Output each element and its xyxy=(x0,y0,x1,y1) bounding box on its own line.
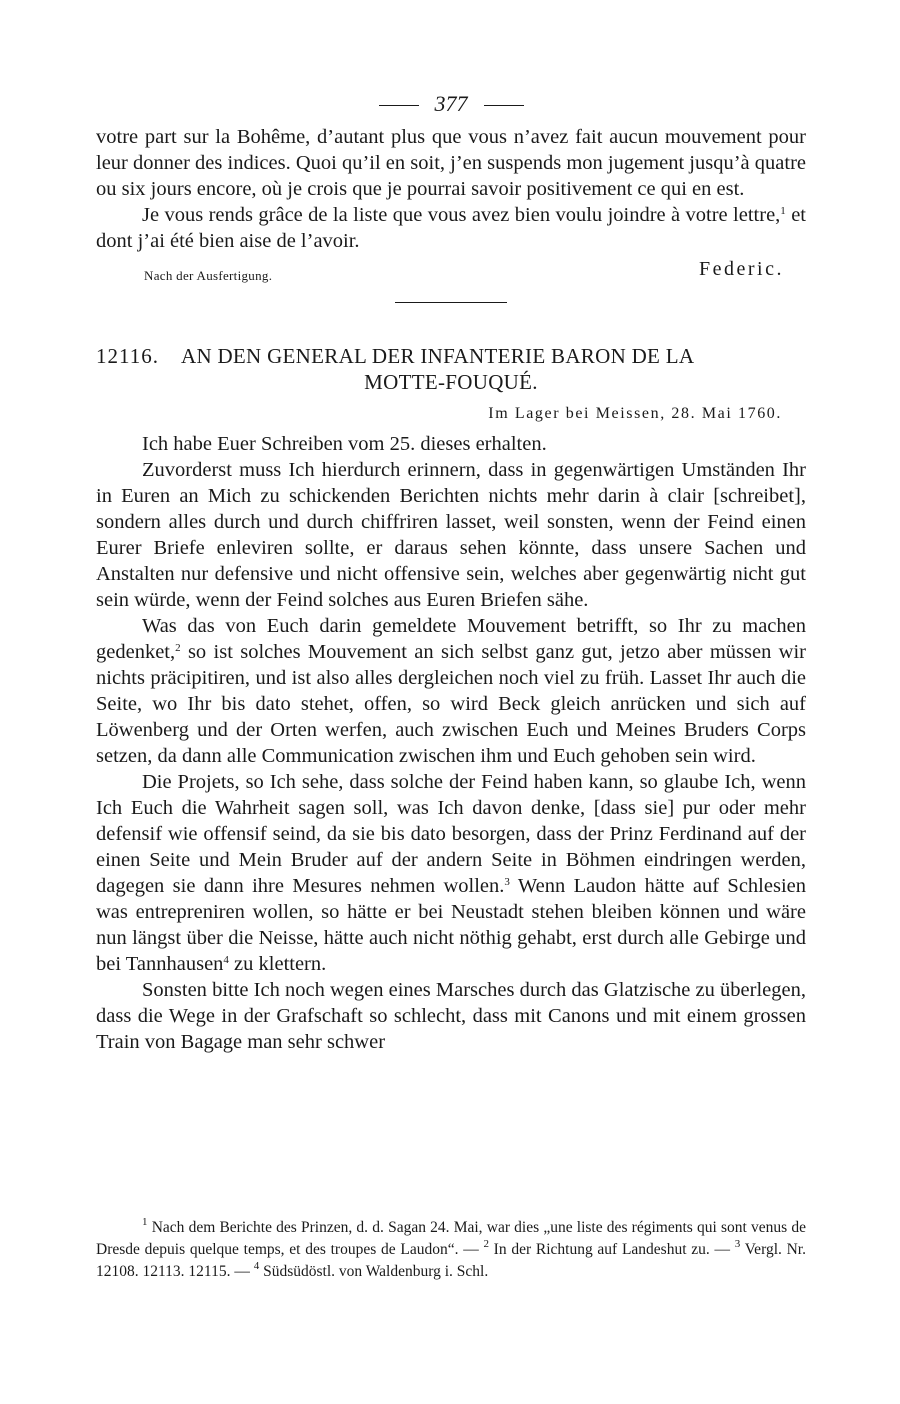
footnote-ref-2: 2 xyxy=(175,642,181,654)
page-number-dash-right xyxy=(484,105,524,106)
letter1-paragraph-2 xyxy=(96,202,806,254)
footnote-mark-2: 2 xyxy=(483,1238,489,1250)
footnote-ref-1: 1 xyxy=(780,205,786,217)
footnotes xyxy=(96,1217,806,1283)
letter-number: 12116. xyxy=(96,344,159,368)
letter2-paragraph-4-text-c: zu klettern. xyxy=(228,953,327,975)
source-note: Nach der Ausfertigung. xyxy=(144,268,273,283)
letter2-paragraph-2: Zuvorderst muss Ich hierdurch erinnern, dass in gegenwärtigen Umständen Ihr in Euren an Mich zu schickenden Berichten nichts mehr darin à clair [schreibet], sondern alles durch und durch chiffriren lasset, weil sonsten, wenn der Feind einen Eurer Briefe enleviren sollte, er daraus sehen könnte, dass unsere Sachen und Anstalten nur defensive und nicht offensive sein, welches aber gegenwärtig nicht gut sein würde, wenn der Feind solches aus Euren Briefen sähe. xyxy=(96,459,806,611)
page-number-line xyxy=(96,84,806,124)
page xyxy=(96,84,806,1055)
letter2-paragraph-3-text-a: Was das von Euch darin gemeldete Mouvement betrifft, so Ihr zu machen gedenket, xyxy=(96,615,806,663)
letter2-paragraph-4-text-a: Die Projets, so Ich sehe, dass solche der Feind haben kann, so glaube Ich, wenn Ich Euch die Wahrheit sagen soll, was Ich davon denke, [dass sie] pur oder mehr defensif wie offensif seind, da sie bis dato besorgen, dass der Prinz Ferdinand auf der einen Seite und Mein Bruder auf der andern Seite in Böhmen eindringen werden, dagegen sie dann ihre Mesures nehmen wollen. xyxy=(96,771,806,897)
letter1-closing xyxy=(96,254,806,288)
letter2-paragraph-4-text-b: Wenn Laudon hätte auf Schlesien was entrepreniren wollen, so hätte er bei Neustadt stehen bleiben können und wäre nun längst über die Neisse, hätte auch nicht nöthig gehabt, erst durch alle Gebirge und bei Tannhausen xyxy=(96,875,806,975)
page-number: 377 xyxy=(434,91,468,116)
footnote-3-text: Vergl. Nr. 12108. 12113. 12115. — xyxy=(96,1241,806,1280)
letter2-paragraph-3 xyxy=(96,613,806,769)
footnote-block xyxy=(96,1217,806,1283)
letter-title-line-1: AN DEN GENERAL DER INFANTERIE BARON DE LA xyxy=(180,344,695,368)
footnote-mark-1: 1 xyxy=(142,1216,148,1228)
footnote-mark-4: 4 xyxy=(253,1260,260,1272)
footnote-4-text: Südsüdöstl. von Waldenburg i. Schl. xyxy=(259,1263,489,1280)
footnote-ref-4: 4 xyxy=(223,954,229,966)
page-number-dash-left xyxy=(379,105,419,106)
letter2-body xyxy=(96,431,806,1055)
letter-title-line-2: MOTTE-FOUQUÉ. xyxy=(364,370,538,394)
footnote-ref-3: 3 xyxy=(504,876,510,888)
footnote-2-text: In der Richtung auf Landeshut zu. — xyxy=(488,1241,735,1258)
dateline: Im Lager bei Meissen, 28. Mai 1760. xyxy=(488,405,782,422)
letter2-paragraph-5: Sonsten bitte Ich noch wegen eines Marsches durch das Glatzische zu überlegen, dass die Wege in der Grafschaft so schlecht, dass mit Canons und mit einem grossen Train von Bagage man sehr schwer xyxy=(96,979,806,1053)
section-divider xyxy=(395,302,507,303)
letter1-paragraph-2-text-b: et dont j’ai été bien aise de l’avoir. xyxy=(96,204,806,252)
signature: Federic. xyxy=(699,258,784,280)
footnote-mark-3: 3 xyxy=(734,1238,741,1250)
letter2-paragraph-3-text-b: so ist solches Mouvement an sich selbst ganz gut, jetzo aber müssen wir nichts präcipitiren, und ist also alles dergleichen noch viel zu früh. Lasset Ihr auch die Seite, wo Ihr bis dato stehet, offen, so wird Beck gleich anrücken und sich auf Löwenberg und der Orten werfen, auch zwischen Euch und Meines Bruders Corps setzen, da dann alle Communication zwischen ihm und Euch gehoben sein wird. xyxy=(96,641,806,767)
letter1-paragraph-2-text-a: Je vous rends grâce de la liste que vous avez bien voulu joindre à votre lettre, xyxy=(142,204,781,226)
letter2-paragraph-4 xyxy=(96,769,806,977)
letter2-paragraph-1: Ich habe Euer Schreiben vom 25. dieses erhalten. xyxy=(142,433,547,455)
footnote-1-text: Nach dem Berichte des Prinzen, d. d. Sagan 24. Mai, war dies „une liste des régiments qui sont venus de Dresde depuis quelque temps, et des troupes de Laudon“. — xyxy=(96,1219,806,1258)
letter2-heading xyxy=(96,343,806,369)
letter1-paragraph-1: votre part sur la Bohême, d’autant plus que vous n’avez fait aucun mouvement pour leur donner des indices. Quoi qu’il en soit, j’en suspends mon jugement jusqu’à quatre ou six jours encore, où je crois que je pourrai savoir positivement ce qui en est. xyxy=(96,126,806,200)
